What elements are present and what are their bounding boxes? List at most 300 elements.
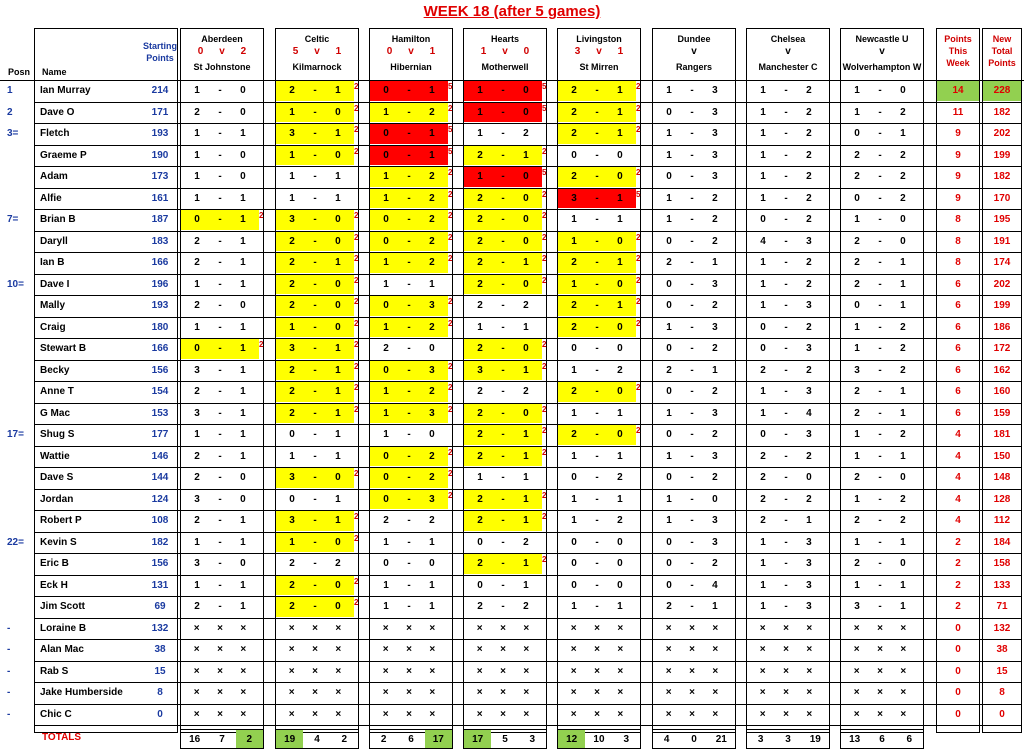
prediction-part: - <box>784 536 788 548</box>
prediction-part: - <box>407 128 411 140</box>
prediction-part: - <box>878 579 882 591</box>
prediction-score <box>370 472 448 483</box>
prediction-part: 2 <box>900 106 906 118</box>
row-name: Eric B <box>40 558 69 570</box>
prediction-part: × <box>476 644 483 656</box>
prediction-score <box>653 515 731 526</box>
prediction-part: × <box>523 644 530 656</box>
prediction-part: × <box>617 622 624 634</box>
prediction-score <box>370 128 448 139</box>
prediction-score <box>841 386 919 397</box>
prediction-part: - <box>878 493 882 505</box>
prediction-cell <box>276 425 354 445</box>
prediction-part: × <box>523 665 530 677</box>
prediction-cell <box>841 253 919 273</box>
row-position <box>0 403 34 425</box>
prediction-score <box>181 666 259 677</box>
row-new-total: 15 <box>996 665 1008 677</box>
prediction-part: 1 <box>429 601 435 613</box>
prediction-score <box>464 171 542 182</box>
prediction-part: - <box>690 214 694 226</box>
prediction-part: - <box>595 192 599 204</box>
prediction-cell <box>464 296 542 316</box>
prediction-part: 1 <box>429 85 435 97</box>
prediction-score <box>181 537 259 548</box>
totals-value: 4 <box>314 733 320 745</box>
prediction-part: 2 <box>477 450 483 462</box>
prediction-score <box>558 515 636 526</box>
prediction-part: - <box>878 106 882 118</box>
prediction-part: 1 <box>240 128 246 140</box>
prediction-part: - <box>784 386 788 398</box>
score-part: 0 <box>523 46 530 57</box>
prediction-score <box>464 580 542 591</box>
prediction-cell <box>276 210 354 230</box>
prediction-part: - <box>878 472 882 484</box>
prediction-part: 0 <box>617 429 623 441</box>
prediction-score <box>181 429 259 440</box>
prediction-part: 2 <box>806 321 812 333</box>
prediction-part: 0 <box>900 558 906 570</box>
bonus-badge: 2 <box>636 254 641 263</box>
prediction-part: 2 <box>477 429 483 441</box>
bonus-badge: 5 <box>542 103 547 113</box>
prediction-score <box>747 279 825 290</box>
prediction-cell <box>276 683 354 703</box>
prediction-score <box>276 257 354 268</box>
prediction-score <box>841 300 919 311</box>
prediction-part: 2 <box>477 235 483 247</box>
prediction-part: 2 <box>194 300 200 312</box>
prediction-score <box>653 236 731 247</box>
prediction-part: 2 <box>194 472 200 484</box>
prediction-score <box>747 322 825 333</box>
prediction-part: - <box>313 128 317 140</box>
bonus-badge: 2 <box>259 340 264 349</box>
row-new-total: 133 <box>993 579 1011 591</box>
prediction-part: 1 <box>335 171 341 183</box>
prediction-part: × <box>665 622 672 634</box>
prediction-part: × <box>594 622 600 634</box>
prediction-score <box>276 494 354 505</box>
row-start-points: 166 <box>151 257 169 269</box>
prediction-part: 2 <box>712 386 718 398</box>
bonus-badge: 2 <box>354 146 359 156</box>
prediction-cell <box>276 597 354 617</box>
prediction-part: - <box>595 171 599 183</box>
prediction-part: - <box>218 579 222 591</box>
prediction-part: 1 <box>900 579 906 591</box>
prediction-part: 1 <box>900 450 906 462</box>
prediction-score <box>653 257 731 268</box>
score-part: 0 <box>197 46 204 57</box>
prediction-part: 2 <box>666 364 672 376</box>
prediction-score <box>276 429 354 440</box>
prediction-part: - <box>595 85 599 97</box>
row-new-total: 199 <box>993 300 1011 312</box>
prediction-score <box>653 343 731 354</box>
prediction-part: 0 <box>900 472 906 484</box>
prediction-part: 0 <box>383 235 389 247</box>
bonus-badge: 2 <box>354 211 359 220</box>
prediction-score <box>464 365 542 376</box>
totals-cell <box>180 729 264 749</box>
prediction-cell <box>558 124 636 144</box>
row-points-week: 6 <box>955 364 961 376</box>
prediction-part: 1 <box>194 579 200 591</box>
prediction-part: × <box>523 622 530 634</box>
prediction-part: × <box>288 644 295 656</box>
prediction-part: × <box>853 708 860 720</box>
prediction-score <box>558 408 636 419</box>
starting-points-header: Starting Points <box>142 41 177 63</box>
prediction-part: - <box>501 515 505 527</box>
prediction-part: - <box>313 429 317 441</box>
prediction-part: 0 <box>523 171 529 183</box>
prediction-cell <box>181 210 259 230</box>
prediction-score <box>747 408 825 419</box>
prediction-score <box>464 214 542 225</box>
row-name: Jordan <box>40 493 74 505</box>
prediction-part: - <box>595 536 599 548</box>
prediction-score <box>841 343 919 354</box>
totals-cell <box>463 729 547 749</box>
prediction-part: × <box>853 644 860 656</box>
prediction-part: 2 <box>477 278 483 290</box>
totals-value: 19 <box>809 733 821 745</box>
prediction-score <box>370 365 448 376</box>
prediction-part: × <box>570 622 577 634</box>
prediction-cell <box>370 103 448 123</box>
prediction-score <box>558 494 636 505</box>
row-start-points: 156 <box>151 364 169 376</box>
prediction-part: - <box>595 278 599 290</box>
prediction-score <box>558 666 636 677</box>
prediction-part: - <box>218 235 222 247</box>
prediction-part: 2 <box>712 192 718 204</box>
prediction-cell <box>464 167 542 187</box>
prediction-part: × <box>240 622 247 634</box>
prediction-part: 3 <box>429 364 435 376</box>
prediction-part: - <box>878 128 882 140</box>
prediction-score <box>464 193 542 204</box>
prediction-part: 0 <box>383 472 389 484</box>
prediction-part: × <box>689 665 695 677</box>
prediction-part: 1 <box>335 515 341 527</box>
prediction-part: - <box>313 214 317 226</box>
prediction-part: - <box>690 450 694 462</box>
prediction-score <box>464 322 542 333</box>
prediction-cell <box>464 619 542 639</box>
bonus-badge: 2 <box>636 103 641 113</box>
prediction-part: 3 <box>712 171 718 183</box>
prediction-score <box>841 429 919 440</box>
prediction-part: - <box>218 450 222 462</box>
prediction-part: 1 <box>523 515 529 527</box>
prediction-part: 2 <box>854 149 860 161</box>
prediction-cell <box>464 382 542 402</box>
prediction-part: - <box>501 450 505 462</box>
prediction-part: - <box>595 558 599 570</box>
prediction-part: 1 <box>194 171 200 183</box>
prediction-part: 0 <box>289 429 295 441</box>
row-position: 7= <box>7 214 19 226</box>
prediction-part: 2 <box>477 214 483 226</box>
row-points-week: 11 <box>952 106 964 118</box>
bonus-badge: 2 <box>542 512 547 521</box>
prediction-cell <box>653 81 731 101</box>
prediction-part: - <box>878 214 882 226</box>
prediction-part: 1 <box>240 192 246 204</box>
prediction-score <box>558 128 636 139</box>
prediction-cell <box>653 683 731 703</box>
match-home: Chelsea <box>770 34 806 44</box>
prediction-part: 1 <box>477 321 483 333</box>
prediction-part: 0 <box>571 558 577 570</box>
row-position <box>0 596 34 618</box>
prediction-cell <box>747 296 825 316</box>
prediction-part: 1 <box>760 106 766 118</box>
prediction-part: 1 <box>617 601 623 613</box>
prediction-cell <box>181 361 259 381</box>
prediction-cell <box>276 447 354 467</box>
prediction-part: 3 <box>806 235 812 247</box>
prediction-part: 1 <box>429 128 435 140</box>
prediction-part: 2 <box>712 558 718 570</box>
prediction-cell <box>464 146 542 166</box>
prediction-score <box>747 343 825 354</box>
prediction-part: × <box>312 665 318 677</box>
prediction-cell <box>653 361 731 381</box>
bonus-badge: 2 <box>354 340 359 349</box>
match-score <box>850 46 914 58</box>
prediction-score <box>464 601 542 612</box>
prediction-part: - <box>784 321 788 333</box>
prediction-part: 2 <box>617 515 623 527</box>
prediction-part: 1 <box>900 257 906 269</box>
prediction-score <box>370 709 448 720</box>
prediction-cell <box>747 490 825 510</box>
prediction-cell <box>558 597 636 617</box>
prediction-score <box>276 623 354 634</box>
prediction-score <box>464 537 542 548</box>
prediction-cell <box>276 81 354 101</box>
row-position <box>0 360 34 382</box>
prediction-part: 1 <box>617 450 623 462</box>
prediction-score <box>370 537 448 548</box>
prediction-cell <box>276 253 354 273</box>
prediction-part: - <box>218 343 222 355</box>
prediction-score <box>464 644 542 655</box>
prediction-part: 2 <box>429 106 435 118</box>
prediction-score <box>558 171 636 182</box>
prediction-part: × <box>665 687 672 699</box>
prediction-part: × <box>853 665 860 677</box>
row-start-points: 8 <box>157 687 163 699</box>
prediction-part: 3 <box>854 364 860 376</box>
prediction-part: - <box>407 601 411 613</box>
prediction-part: - <box>690 171 694 183</box>
prediction-cell <box>841 468 919 488</box>
prediction-part: 1 <box>900 386 906 398</box>
prediction-cell <box>653 339 731 359</box>
prediction-part: × <box>806 644 813 656</box>
prediction-part: 3 <box>712 321 718 333</box>
prediction-part: 1 <box>335 429 341 441</box>
prediction-part: 0 <box>477 579 483 591</box>
prediction-part: - <box>501 106 505 118</box>
prediction-part: 3 <box>289 214 295 226</box>
prediction-part: 0 <box>523 343 529 355</box>
prediction-part: 1 <box>571 407 577 419</box>
row-points-week: 9 <box>955 149 961 161</box>
prediction-cell <box>747 275 825 295</box>
score-part: 1 <box>429 46 436 57</box>
bonus-badge: 2 <box>636 383 641 392</box>
prediction-part: - <box>784 450 788 462</box>
prediction-cell <box>370 232 448 252</box>
prediction-cell <box>181 146 259 166</box>
match-score <box>473 46 537 58</box>
prediction-score <box>747 666 825 677</box>
prediction-part: 3 <box>571 192 577 204</box>
prediction-score <box>841 623 919 634</box>
prediction-part: - <box>218 386 222 398</box>
prediction-score <box>464 623 542 634</box>
prediction-score <box>464 257 542 268</box>
prediction-part: × <box>335 687 342 699</box>
prediction-cell <box>370 425 448 445</box>
score-part <box>705 46 726 58</box>
prediction-part: 1 <box>666 321 672 333</box>
prediction-part: 2 <box>712 472 718 484</box>
prediction-part: 1 <box>289 536 295 548</box>
prediction-cell <box>558 232 636 252</box>
prediction-part: - <box>784 558 788 570</box>
prediction-part: - <box>784 214 788 226</box>
row-new-total: 170 <box>993 192 1011 204</box>
row-name: Rab S <box>40 665 69 677</box>
bonus-badge: 2 <box>542 275 547 285</box>
prediction-cell <box>276 468 354 488</box>
prediction-part: × <box>429 644 436 656</box>
row-new-total: 128 <box>993 493 1011 505</box>
prediction-part: 3 <box>806 558 812 570</box>
prediction-part: × <box>759 644 766 656</box>
prediction-part: 2 <box>523 128 529 140</box>
prediction-score <box>370 257 448 268</box>
prediction-part: 0 <box>571 472 577 484</box>
row-name: Craig <box>40 321 66 333</box>
prediction-cell <box>653 275 731 295</box>
prediction-cell <box>841 210 919 230</box>
row-name: Kevin S <box>40 536 77 548</box>
prediction-part: 2 <box>289 278 295 290</box>
prediction-part: × <box>617 665 624 677</box>
row-start-points: 166 <box>151 343 169 355</box>
row-points-week: 0 <box>955 644 961 656</box>
prediction-cell <box>558 189 636 209</box>
prediction-score <box>370 236 448 247</box>
prediction-part: - <box>784 579 788 591</box>
prediction-cell <box>276 554 354 574</box>
prediction-cell <box>841 447 919 467</box>
prediction-score <box>841 515 919 526</box>
prediction-score <box>841 666 919 677</box>
prediction-part: 0 <box>712 493 718 505</box>
score-part <box>756 46 777 58</box>
prediction-part: 2 <box>900 321 906 333</box>
score-part: 1 <box>617 46 624 57</box>
score-part: v <box>408 46 414 57</box>
prediction-part: 0 <box>240 106 246 118</box>
prediction-part: 2 <box>194 601 200 613</box>
score-part <box>893 46 914 58</box>
prediction-cell <box>841 339 919 359</box>
prediction-part: 2 <box>523 601 529 613</box>
prediction-part: 1 <box>854 321 860 333</box>
prediction-part: 1 <box>383 536 389 548</box>
row-points-week: 14 <box>937 81 979 101</box>
bonus-badge: 2 <box>542 146 547 156</box>
row-name: Alfie <box>40 192 62 204</box>
prediction-part: 3 <box>429 407 435 419</box>
prediction-part: 1 <box>854 450 860 462</box>
prediction-part: 1 <box>760 192 766 204</box>
row-position: - <box>7 665 11 677</box>
prediction-cell <box>841 705 919 725</box>
prediction-part: 2 <box>854 472 860 484</box>
prediction-part: × <box>217 622 223 634</box>
bonus-badge: 2 <box>354 404 359 414</box>
prediction-part: 0 <box>760 343 766 355</box>
prediction-part: × <box>900 708 907 720</box>
prediction-score <box>841 580 919 591</box>
prediction-part: 1 <box>240 536 246 548</box>
totals-value: 3 <box>757 733 764 745</box>
prediction-part: - <box>407 558 411 570</box>
match-home: Hearts <box>490 34 519 44</box>
prediction-score <box>464 494 542 505</box>
prediction-score <box>747 365 825 376</box>
totals-value: 5 <box>502 733 508 745</box>
bonus-badge: 2 <box>354 125 359 134</box>
prediction-part: - <box>313 171 317 183</box>
prediction-part: × <box>594 687 600 699</box>
prediction-part: 2 <box>666 257 672 269</box>
score-part: v <box>879 46 885 57</box>
row-position <box>0 381 34 403</box>
prediction-part: 0 <box>383 364 389 376</box>
prediction-score <box>747 171 825 182</box>
prediction-part: × <box>570 665 577 677</box>
prediction-cell <box>181 576 259 596</box>
prediction-part: - <box>313 321 317 333</box>
prediction-part: × <box>689 687 695 699</box>
bonus-badge: 2 <box>448 404 453 414</box>
prediction-part: 2 <box>571 171 577 183</box>
prediction-cell <box>181 124 259 144</box>
prediction-part: - <box>595 300 599 312</box>
prediction-score <box>464 451 542 462</box>
prediction-score <box>653 451 731 462</box>
prediction-part: 0 <box>335 278 341 290</box>
prediction-part: - <box>218 429 222 441</box>
prediction-part: - <box>407 364 411 376</box>
score-part: v <box>596 46 602 57</box>
prediction-part: × <box>312 687 318 699</box>
prediction-part: 2 <box>194 450 200 462</box>
